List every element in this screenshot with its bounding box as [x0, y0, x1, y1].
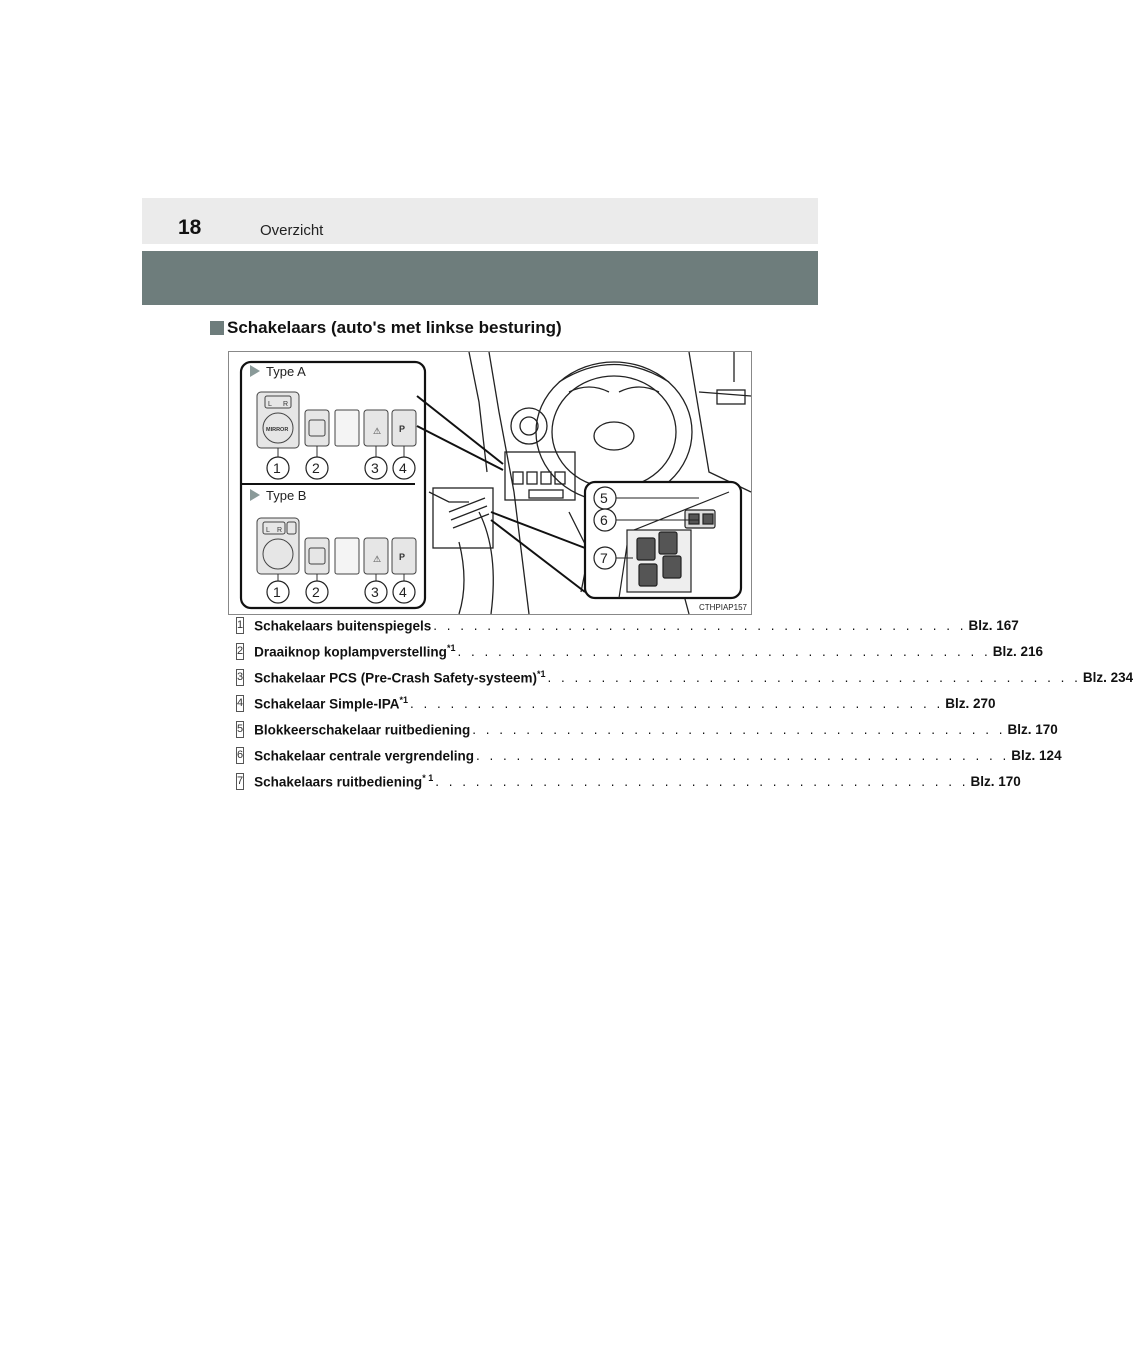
ipa-icon-b: P [399, 552, 406, 562]
chapter-band [142, 251, 818, 305]
callout-2-b: 2 [312, 584, 320, 600]
item-label: Schakelaars ruitbediening$^{* 1}$ [254, 772, 434, 790]
item-number: 3 [236, 669, 244, 686]
leader-dots: . . . . . . . . . . . . . . . . . . . . . . . . . . . . . . . . . . . . . . . . [472, 721, 1006, 737]
page-number: 18 [178, 216, 202, 239]
type-b-arrow-icon [250, 489, 260, 501]
item-label: Blokkeerschakelaar ruitbediening [254, 722, 471, 738]
switch-illustration [228, 351, 752, 615]
mirror-switch-r-b: R [277, 527, 283, 534]
item-label: Draaiknop koplampverstelling$^{*1}$ [254, 642, 456, 660]
callout-4-b: 4 [399, 584, 407, 600]
item-label: Schakelaars buitenspiegels [254, 618, 432, 634]
switch-list [236, 612, 1133, 794]
item-page-ref: Blz. 170 [1007, 721, 1058, 737]
illustration-svg [229, 352, 751, 614]
callout-6: 6 [600, 512, 608, 528]
item-page-ref: Blz. 234 [1082, 669, 1133, 685]
item-label: Schakelaar centrale vergrendeling [254, 748, 474, 764]
pcs-icon-b: ⚠ [373, 554, 382, 564]
type-a-arrow-icon [250, 365, 260, 377]
list-item [236, 716, 1058, 742]
section-title: Overzicht [260, 222, 324, 239]
item-number: 6 [236, 747, 244, 764]
leader-dots: . . . . . . . . . . . . . . . . . . . . . . . . . . . . . . . . . . . . . . . . [547, 669, 1081, 685]
item-number: 4 [236, 695, 244, 712]
item-page-ref: Blz. 167 [968, 617, 1019, 633]
list-item [236, 742, 1062, 768]
heading-square-icon [210, 321, 224, 335]
leader-dots: . . . . . . . . . . . . . . . . . . . . . . . . . . . . . . . . . . . . . . . . [457, 643, 991, 659]
mirror-switch-r-a: R [283, 401, 289, 408]
leader-dots: . . . . . . . . . . . . . . . . . . . . . . . . . . . . . . . . . . . . . . . . [433, 617, 967, 633]
callout-4-a: 4 [399, 460, 407, 476]
item-number: 5 [236, 721, 244, 738]
item-number: 2 [236, 643, 244, 660]
callout-5: 5 [600, 490, 608, 506]
callout-3-b: 3 [371, 584, 379, 600]
item-label: Schakelaar Simple-IPA$^{*1}$ [254, 694, 408, 712]
leader-dots: . . . . . . . . . . . . . . . . . . . . . . . . . . . . . . . . . . . . . . . . [409, 695, 944, 711]
list-item [236, 664, 1133, 690]
mirror-switch-l-b: L [266, 527, 270, 534]
pcs-icon: ⚠ [373, 426, 382, 436]
item-page-ref: Blz. 170 [970, 773, 1021, 789]
mirror-switch-l-a: L [268, 401, 272, 408]
type-b-label: Type B [266, 488, 307, 503]
callout-1-b: 1 [273, 584, 281, 600]
list-item [236, 638, 1044, 664]
list-item [236, 690, 996, 716]
callout-1-a: 1 [273, 460, 281, 476]
figure-code: CTHPIAP157 [698, 603, 747, 612]
leader-dots: . . . . . . . . . . . . . . . . . . . . . . . . . . . . . . . . . . . . . . . . [475, 747, 1010, 763]
item-number: 7 [236, 773, 244, 790]
ipa-icon: P [399, 424, 406, 434]
item-page-ref: Blz. 216 [992, 643, 1044, 659]
section-heading [210, 318, 562, 338]
callout-7: 7 [600, 550, 608, 566]
callout-2-a: 2 [312, 460, 320, 476]
item-page-ref: Blz. 124 [1011, 747, 1062, 763]
item-number: 1 [236, 617, 244, 634]
list-item [236, 612, 1019, 638]
item-label: Schakelaar PCS (Pre-Crash Safety-systeem)$^{*1}$ [254, 668, 546, 686]
heading-text: Schakelaars (auto's met linkse besturing) [227, 318, 562, 337]
type-a-label: Type A [266, 364, 306, 379]
item-page-ref: Blz. 270 [945, 695, 996, 711]
mirror-label: MIRROR [266, 427, 289, 433]
header-bar [142, 198, 818, 244]
list-item [236, 768, 1021, 794]
callout-3-a: 3 [371, 460, 379, 476]
leader-dots: . . . . . . . . . . . . . . . . . . . . . . . . . . . . . . . . . . . . . . . . [435, 773, 969, 789]
